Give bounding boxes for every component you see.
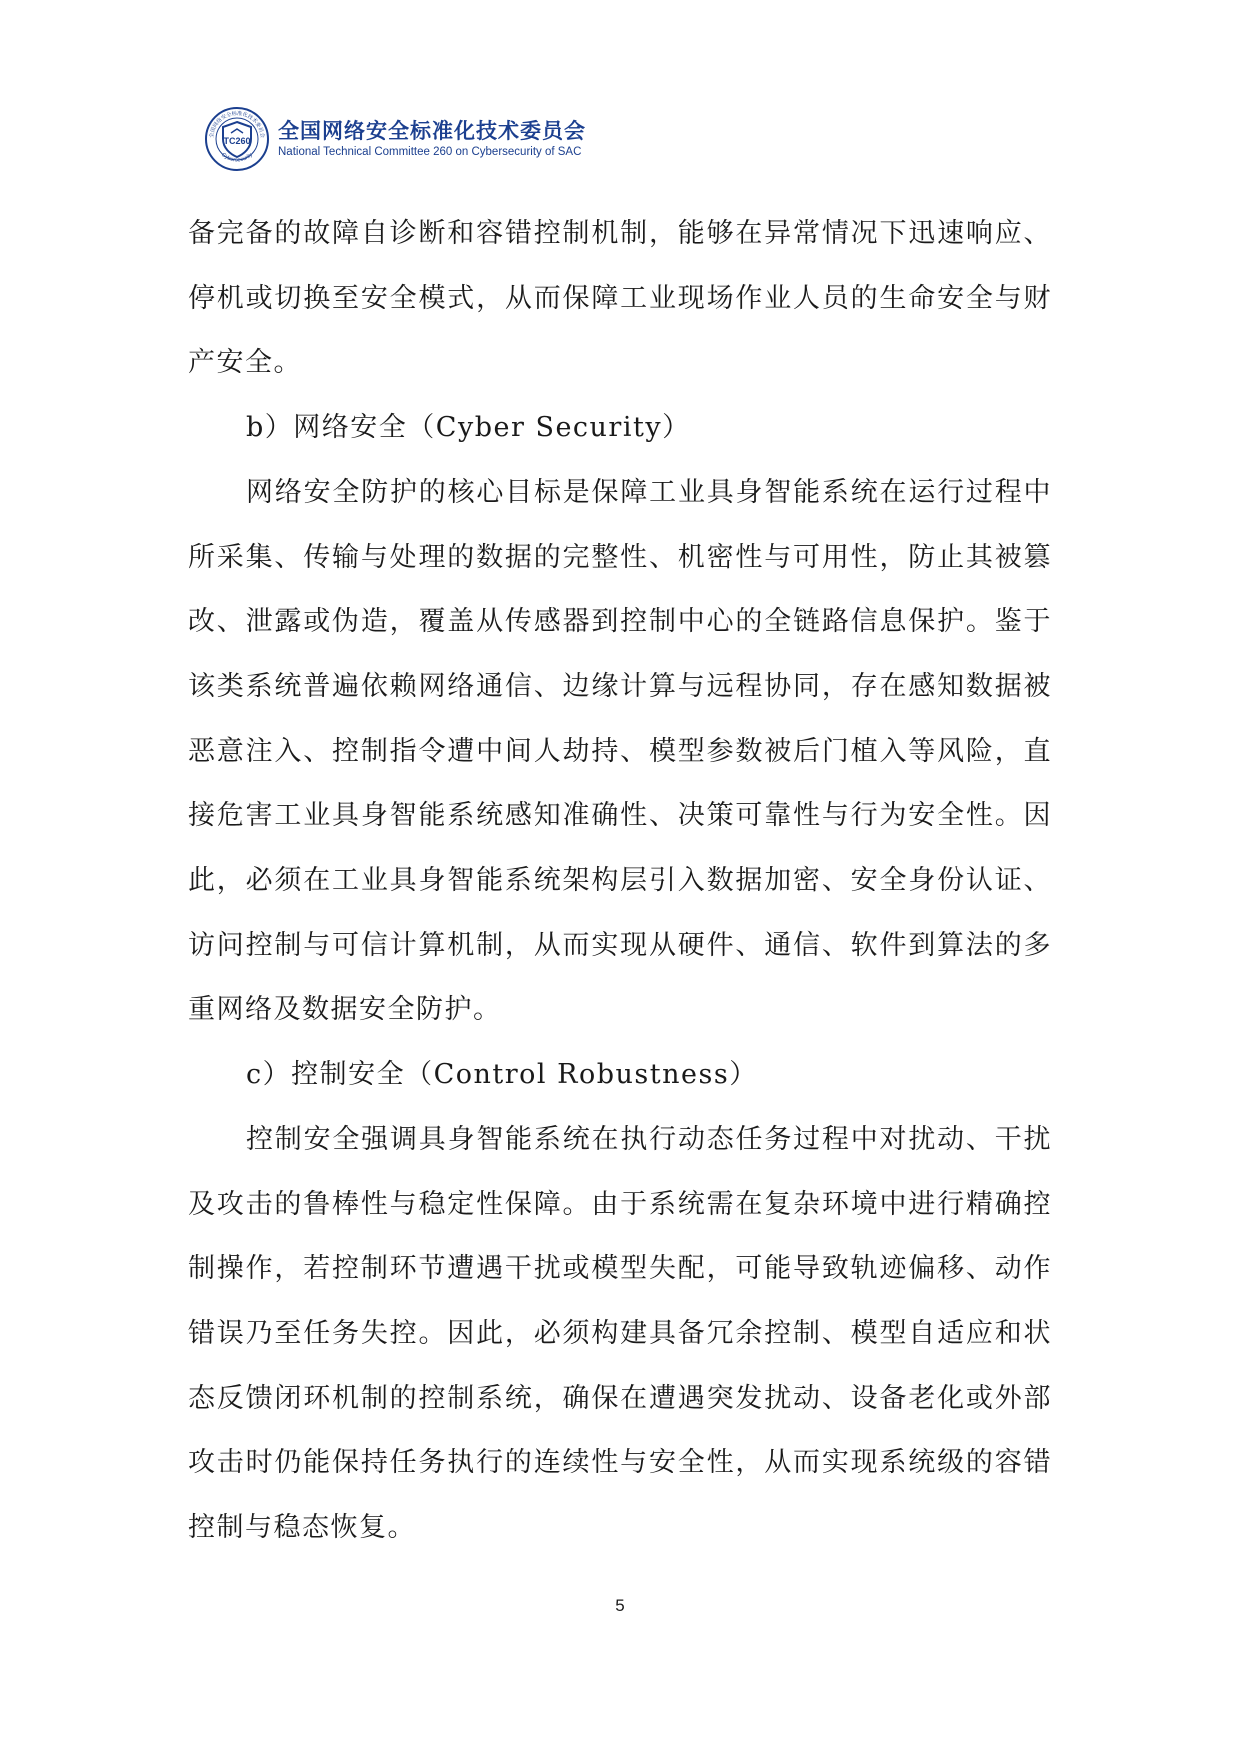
logo-text: TC260 [223, 136, 251, 146]
page-number: 5 [615, 1596, 625, 1615]
organization-name-en: National Technical Committee 260 on Cybersecurity of SAC [278, 146, 582, 158]
paragraph-control-robustness: 控制安全强调具身智能系统在执行动态任务过程中对扰动、干扰及攻击的鲁棒性与稳定性保障。由于系统需在复杂环境中进行精确控制操作，若控制环节遭遇干扰或模型失配，可能导致轨迹偏移、动作错误乃至任务失控。因此，必须构建具备冗余控制、模型自适应和状态反馈闭环机制的控制系统，确保在遭遇突发扰动、设备老化或外部攻击时仍能保持任务执行的连续性与安全性，从而实现系统级的容错控制与稳态恢复。 [188, 1123, 1052, 1544]
section-heading-cyber-security: b）网络安全（Cyber Security） [246, 412, 691, 444]
logo-ring-text: 全国网络安全标准化技术委员会 [208, 110, 266, 139]
document-header [204, 104, 586, 174]
logo-bottom-text: Cybersecurity [220, 152, 254, 164]
section-heading-control-robustness: c）控制安全（Control Robustness） [246, 1059, 758, 1091]
tc260-logo [204, 106, 270, 172]
paragraph-intro: 备完备的故障自诊断和容错控制机制，能够在异常情况下迅速响应、停机或切换至安全模式，从而保障工业现场作业人员的生命安全与财产安全。 [188, 218, 1052, 379]
paragraph-cyber-security: 网络安全防护的核心目标是保障工业具身智能系统在运行过程中所采集、传输与处理的数据的完整性、机密性与可用性，防止其被篡改、泄露或伪造，覆盖从传感器到控制中心的全链路信息保护。鉴于该类系统普遍依赖网络通信、边缘计算与远程协同，存在感知数据被恶意注入、控制指令遭中间人劫持、模型参数被后门植入等风险，直接危害工业具身智能系统感知准确性、决策可靠性与行为安全性。因此，必须在工业具身智能系统架构层引入数据加密、安全身份认证、访问控制与可信计算机制，从而实现从硬件、通信、软件到算法的多重网络及数据安全防护。 [188, 476, 1052, 1026]
organization-name [278, 118, 586, 160]
organization-name-cn: 全国网络安全标准化技术委员会 [278, 119, 586, 143]
document-body [188, 202, 1052, 1561]
